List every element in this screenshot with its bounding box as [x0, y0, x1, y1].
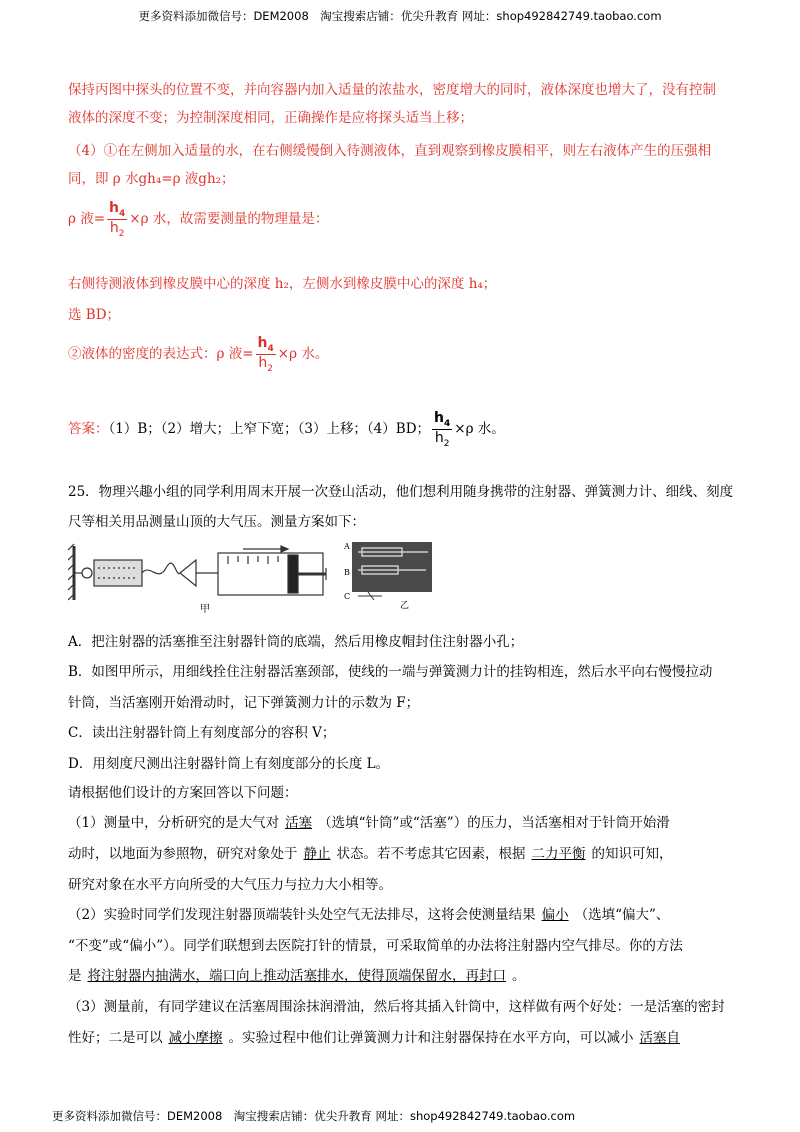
part-4-step-1-text: 在左侧加入适量的水，在右侧缓慢倒入待测液体，直到观察到橡皮膜相平，则左右液体产生的压强相 — [117, 143, 712, 159]
figure-yi-label-b: B — [344, 568, 350, 577]
answer-label: 答案： — [68, 420, 109, 437]
answer-blank-balance: 二力平衡 — [531, 846, 586, 862]
part-1-text: （1）测量中，分析研究的是大气对 — [68, 815, 280, 831]
formula-rhs: ×ρ 水，故需要测量的物理量是： — [129, 210, 329, 227]
figure-jia-label: 甲 — [200, 604, 210, 615]
part-3-line-1: （3）测量前，有同学建议在活塞周围涂抹润滑油，然后将其插入针筒中，这样做有两个好处：一是活塞的密封 — [68, 999, 725, 1015]
q25-stem-line-2: 尺等相关用品测量山顶的大气压。测量方案如下： — [68, 514, 365, 530]
step-c: C．读出注射器针筒上有刻度部分的容积 V； — [68, 725, 336, 741]
figure-yi-label-a: A — [344, 542, 350, 551]
part-1-text: 状态。若不考虑其它因素，根据 — [336, 846, 526, 862]
fraction-denominator: $h_2$ — [109, 219, 125, 239]
part-2-text: 。 — [512, 968, 526, 984]
answer-blank-static: 静止 — [303, 846, 331, 862]
answer-line-2: 液体的深度不变；为控制深度相同，正确操作是应将探头适当上移； — [68, 110, 473, 126]
figure-yi-caption: 乙 — [400, 601, 410, 611]
answer-line-1: 保持丙图中探头的位置不变，并向容器内加入适量的浓盐水，密度增大的同时，液体深度也增大了，没有控制 — [68, 82, 716, 98]
fraction-h4-over-h2 — [432, 410, 452, 449]
circled-2-marker: ② — [68, 345, 82, 362]
density-formula-1 — [68, 200, 328, 239]
step-b-line-1: B．如图甲所示，用细线拴住注射器活塞颈部，使线的一端与弹簧测力计的挂钩相连，然后水平向右慢慢拉动 — [68, 664, 713, 680]
part-4-label: （4） — [68, 143, 104, 159]
step-b-line-2: 针筒，当活塞刚开始滑动时，记下弹簧测力计的示数为 F； — [68, 695, 420, 711]
part-2-text: 是 — [68, 968, 82, 984]
part-3-text: 性好；二是可以 — [68, 1030, 163, 1046]
part-2-line-3 — [68, 964, 526, 984]
answer-text: （1）B；（2）增大；上窄下宽；（3）上移；（4）BD； — [108, 420, 431, 437]
answer-tail: ×ρ 水。 — [454, 420, 505, 437]
answer-blank-friction: 减小摩擦 — [168, 1030, 223, 1046]
answer-blank-method: 将注射器内抽满水，端口向上推动活塞排水，使得顶端保留水，再封口 — [87, 968, 506, 984]
formula-rhs: ×ρ 水。 — [277, 345, 329, 362]
part-3-line-2 — [68, 1026, 686, 1046]
page-header: 更多资料添加微信号：DEM2008 淘宝搜索店铺：优尖升教育 网址：shop492842749.taobao.com — [138, 9, 662, 23]
answer-line-3 — [68, 139, 711, 159]
part-2-text: （2）实验时同学们发现注射器顶端装针头处空气无法排尽，这将会使测量结果 — [68, 907, 536, 923]
circled-1-marker: ① — [103, 143, 118, 159]
part-1-text: （选填“针筒”或“活塞”）的压力，当活塞相对于针筒开始滑 — [318, 815, 670, 831]
part-2-line-1 — [68, 903, 669, 923]
fraction-numerator: $h_4$ — [109, 200, 126, 219]
part-3-text: 。实验过程中他们让弹簧测力计和注射器保持在水平方向，可以减小 — [228, 1030, 634, 1046]
part-1-line-2 — [68, 842, 673, 862]
fraction-numerator: $h_4$ — [257, 335, 274, 354]
answer-line-4: 同，即 ρ 水gh₄=ρ 液gh₂； — [68, 171, 235, 187]
step-d: D．用刻度尺测出注射器针筒上有刻度部分的长度 L。 — [68, 756, 390, 772]
figure-yi-syringes — [342, 540, 434, 602]
part-2-line-2: “不变”或“偏小”）。同学们联想到去医院打针的情景，可采取简单的办法将注射器内空气排尽。你的方法 — [68, 938, 683, 954]
q25-stem-line-1: 25．物理兴趣小组的同学利用周末开展一次登山活动，他们想利用随身携带的注射器、弹簧测力计、细线、刻度 — [68, 484, 734, 500]
fraction-h4-over-h2 — [256, 335, 276, 374]
part-2-text: （选填“偏大”、 — [574, 907, 670, 923]
answer-blank-piston-weight: 活塞自 — [639, 1030, 680, 1046]
answer-line-6: 选 BD； — [68, 307, 121, 323]
part-1-text: 的知识可知， — [591, 846, 673, 862]
formula-lhs: 液体的密度的表达式：ρ 液= — [81, 345, 254, 362]
answer-line-5: 右侧待测液体到橡皮膜中心的深度 h₂，左侧水到橡皮膜中心的深度 h₄； — [68, 276, 497, 292]
fraction-denominator: $h_2$ — [434, 429, 450, 449]
fraction-numerator: $h_4$ — [434, 410, 451, 429]
fraction-h4-over-h2 — [107, 200, 127, 239]
answer-summary — [68, 410, 505, 449]
formula-lhs: ρ 液= — [68, 210, 106, 227]
question-prompt: 请根据他们设计的方案回答以下问题： — [68, 785, 298, 801]
part-1-text: 动时，以地面为参照物，研究对象处于 — [68, 846, 298, 862]
figure-yi-label-c: C — [344, 592, 351, 601]
step-a: A．把注射器的活塞推至注射器针筒的底端，然后用橡皮帽封住注射器小孔； — [68, 634, 524, 650]
page-footer: 更多资料添加微信号：DEM2008 淘宝搜索店铺：优尖升教育 网址：shop492842749.taobao.com — [52, 1109, 576, 1123]
answer-blank-smaller: 偏小 — [541, 907, 569, 923]
density-formula-2 — [68, 335, 328, 374]
fraction-denominator: $h_2$ — [258, 354, 273, 374]
answer-blank-piston: 活塞 — [285, 815, 313, 831]
part-1-line-3: 研究对象在水平方向所受的大气压力与拉力大小相等。 — [68, 877, 392, 893]
part-1-line-1 — [68, 811, 670, 831]
